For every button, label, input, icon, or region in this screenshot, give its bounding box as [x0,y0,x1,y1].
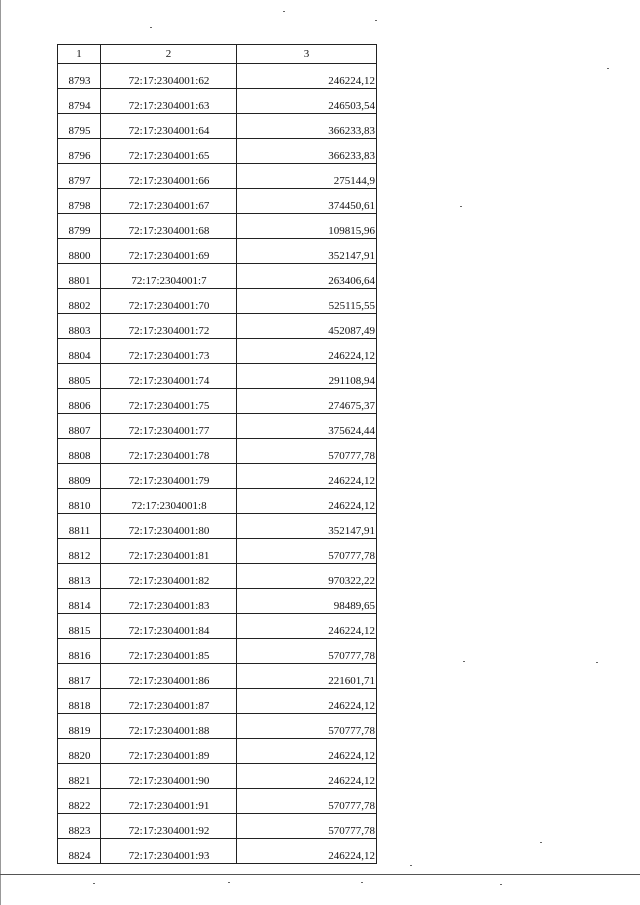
cadastral-number: 72:17:2304001:79 [101,464,237,489]
row-number: 8803 [58,314,101,339]
cadastral-value: 291108,94 [237,364,377,389]
table-row [58,239,377,264]
cadastral-value-table [57,44,377,864]
cadastral-value: 970322,22 [237,564,377,589]
cadastral-value: 525115,55 [237,289,377,314]
table-row [58,589,377,614]
cadastral-value: 246224,12 [237,64,377,89]
cadastral-value: 570777,78 [237,539,377,564]
column-header-3: 3 [237,45,377,64]
table-row [58,339,377,364]
cadastral-value: 570777,78 [237,714,377,739]
table-body [58,64,377,864]
cadastral-value: 570777,78 [237,439,377,464]
scan-speck [93,883,95,884]
table-row [58,89,377,114]
row-number: 8796 [58,139,101,164]
row-number: 8816 [58,639,101,664]
cadastral-number: 72:17:2304001:85 [101,639,237,664]
cadastral-value: 274675,37 [237,389,377,414]
table-row [58,164,377,189]
cadastral-number: 72:17:2304001:70 [101,289,237,314]
cadastral-number: 72:17:2304001:63 [101,89,237,114]
cadastral-number: 72:17:2304001:69 [101,239,237,264]
table-row [58,389,377,414]
table-row [58,839,377,864]
cadastral-number: 72:17:2304001:90 [101,764,237,789]
cadastral-value: 366233,83 [237,114,377,139]
cadastral-number: 72:17:2304001:66 [101,164,237,189]
scan-edge-left [0,0,1,905]
row-number: 8801 [58,264,101,289]
cadastral-value: 452087,49 [237,314,377,339]
row-number: 8800 [58,239,101,264]
row-number: 8818 [58,689,101,714]
cadastral-value: 246224,12 [237,739,377,764]
table-row [58,639,377,664]
column-header-2: 2 [101,45,237,64]
scan-speck [150,27,152,28]
cadastral-number: 72:17:2304001:86 [101,664,237,689]
cadastral-number: 72:17:2304001:91 [101,789,237,814]
row-number: 8794 [58,89,101,114]
cadastral-value: 109815,96 [237,214,377,239]
cadastral-number: 72:17:2304001:81 [101,539,237,564]
scan-speck [463,661,465,662]
table-row [58,114,377,139]
row-number: 8817 [58,664,101,689]
scan-speck [228,882,230,883]
cadastral-number: 72:17:2304001:84 [101,614,237,639]
cadastral-number: 72:17:2304001:83 [101,589,237,614]
header-row [58,45,377,64]
cadastral-value: 352147,91 [237,514,377,539]
row-number: 8806 [58,389,101,414]
cadastral-number: 72:17:2304001:8 [101,489,237,514]
cadastral-value: 263406,64 [237,264,377,289]
table-row [58,689,377,714]
row-number: 8820 [58,739,101,764]
cadastral-value: 246224,12 [237,764,377,789]
row-number: 8807 [58,414,101,439]
scan-speck [500,884,502,885]
cadastral-value: 246224,12 [237,839,377,864]
table-row [58,64,377,89]
cadastral-value: 570777,78 [237,814,377,839]
row-number: 8799 [58,214,101,239]
table-row [58,814,377,839]
cadastral-number: 72:17:2304001:62 [101,64,237,89]
row-number: 8805 [58,364,101,389]
scan-edge-bottom [0,874,640,875]
cadastral-number: 72:17:2304001:77 [101,414,237,439]
scan-speck [460,206,462,207]
cadastral-number: 72:17:2304001:75 [101,389,237,414]
table-row [58,714,377,739]
cadastral-number: 72:17:2304001:92 [101,814,237,839]
cadastral-value: 246224,12 [237,614,377,639]
table-row [58,664,377,689]
scan-speck [283,11,285,12]
scan-speck [361,882,363,883]
row-number: 8823 [58,814,101,839]
row-number: 8810 [58,489,101,514]
cadastral-value: 570777,78 [237,639,377,664]
scan-speck [596,662,598,663]
row-number: 8822 [58,789,101,814]
table-row [58,139,377,164]
cadastral-number: 72:17:2304001:88 [101,714,237,739]
row-number: 8821 [58,764,101,789]
cadastral-number: 72:17:2304001:78 [101,439,237,464]
table-row [58,314,377,339]
cadastral-number: 72:17:2304001:87 [101,689,237,714]
cadastral-value: 98489,65 [237,589,377,614]
scan-speck [607,68,609,69]
row-number: 8824 [58,839,101,864]
row-number: 8802 [58,289,101,314]
table-row [58,289,377,314]
cadastral-value: 246224,12 [237,464,377,489]
cadastral-number: 72:17:2304001:74 [101,364,237,389]
cadastral-number: 72:17:2304001:93 [101,839,237,864]
column-header-1: 1 [58,45,101,64]
table-row [58,464,377,489]
row-number: 8804 [58,339,101,364]
table-row [58,764,377,789]
table-row [58,489,377,514]
cadastral-value: 246224,12 [237,339,377,364]
cadastral-value: 221601,71 [237,664,377,689]
cadastral-value: 246503,54 [237,89,377,114]
cadastral-value: 275144,9 [237,164,377,189]
table-row [58,739,377,764]
table-row [58,264,377,289]
scan-speck [410,865,412,866]
row-number: 8812 [58,539,101,564]
table-row [58,514,377,539]
cadastral-number: 72:17:2304001:65 [101,139,237,164]
cadastral-value: 352147,91 [237,239,377,264]
cadastral-number: 72:17:2304001:64 [101,114,237,139]
scan-speck [540,842,542,843]
cadastral-number: 72:17:2304001:67 [101,189,237,214]
row-number: 8795 [58,114,101,139]
row-number: 8797 [58,164,101,189]
cadastral-number: 72:17:2304001:89 [101,739,237,764]
row-number: 8815 [58,614,101,639]
row-number: 8813 [58,564,101,589]
row-number: 8811 [58,514,101,539]
cadastral-value: 374450,61 [237,189,377,214]
scan-speck [375,20,377,21]
table-row [58,789,377,814]
cadastral-number: 72:17:2304001:82 [101,564,237,589]
row-number: 8793 [58,64,101,89]
cadastral-number: 72:17:2304001:68 [101,214,237,239]
cadastral-value: 246224,12 [237,689,377,714]
table-row [58,614,377,639]
table-row [58,539,377,564]
cadastral-value: 375624,44 [237,414,377,439]
table-row [58,214,377,239]
cadastral-number: 72:17:2304001:72 [101,314,237,339]
table-row [58,414,377,439]
cadastral-number: 72:17:2304001:80 [101,514,237,539]
table-row [58,189,377,214]
row-number: 8814 [58,589,101,614]
table-row [58,439,377,464]
cadastral-number: 72:17:2304001:7 [101,264,237,289]
table-row [58,364,377,389]
cadastral-value: 246224,12 [237,489,377,514]
row-number: 8809 [58,464,101,489]
cadastral-value: 570777,78 [237,789,377,814]
row-number: 8798 [58,189,101,214]
cadastral-value: 366233,83 [237,139,377,164]
row-number: 8808 [58,439,101,464]
table-row [58,564,377,589]
row-number: 8819 [58,714,101,739]
cadastral-number: 72:17:2304001:73 [101,339,237,364]
